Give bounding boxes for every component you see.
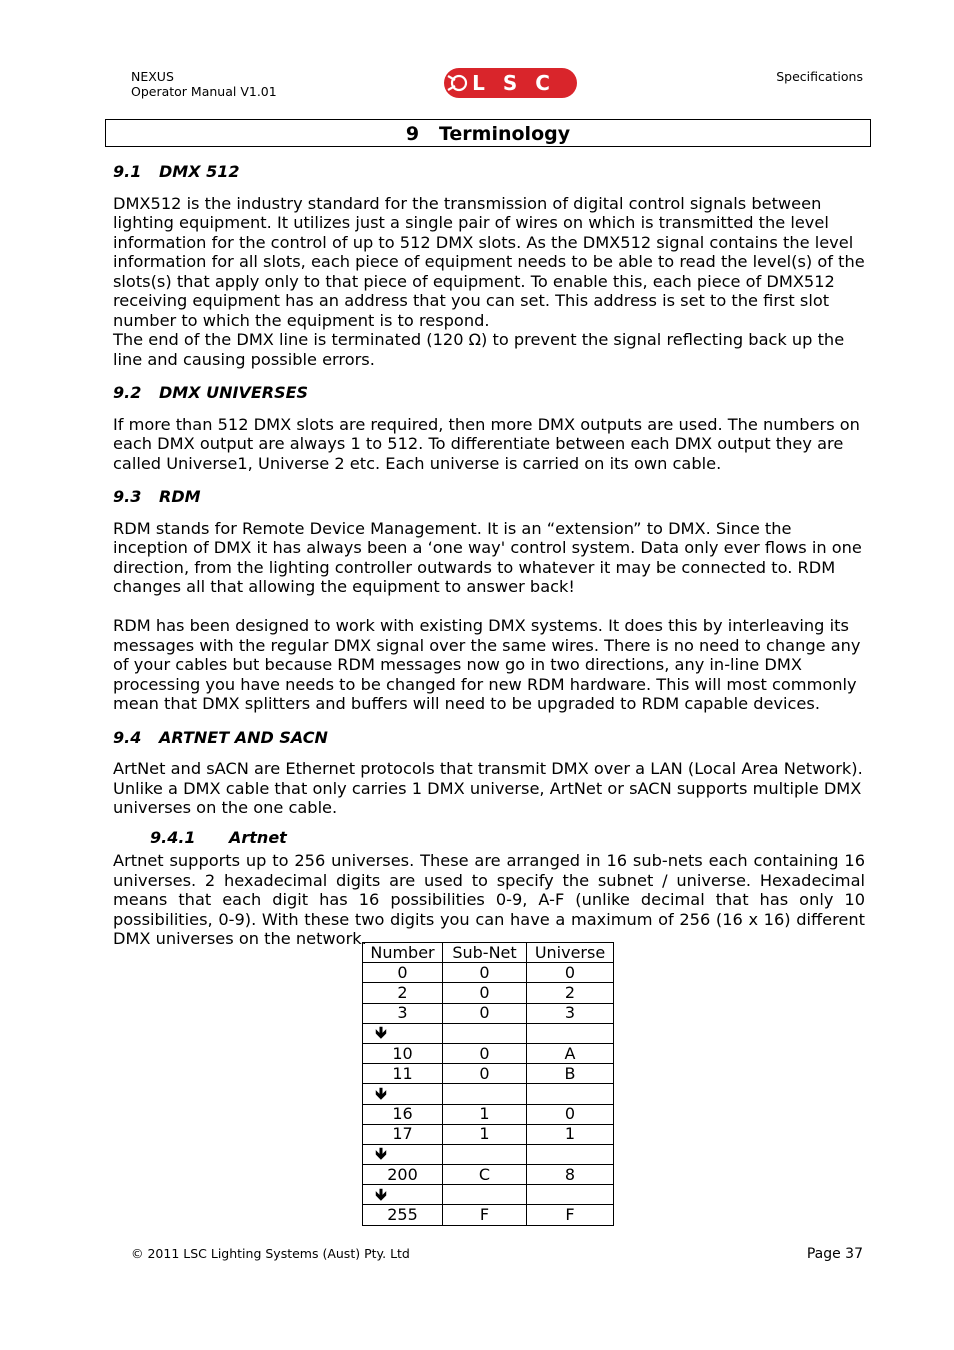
subsection-heading: 9.4.1 Artnet bbox=[150, 827, 287, 847]
table-cell: 0 bbox=[443, 1003, 527, 1023]
table-cell bbox=[443, 1185, 527, 1205]
table-row bbox=[363, 1205, 614, 1225]
table-cell: 1 bbox=[527, 1124, 614, 1144]
table-cell bbox=[363, 1023, 443, 1043]
table-cell: 0 bbox=[443, 963, 527, 983]
table-header-row bbox=[363, 943, 614, 963]
down-arrow-icon: 🡻 bbox=[375, 1023, 387, 1043]
table-cell: 3 bbox=[527, 1003, 614, 1023]
table-cell: 0 bbox=[443, 1043, 527, 1063]
table-cell bbox=[443, 1084, 527, 1104]
table-header-cell: Universe bbox=[527, 943, 614, 963]
table-cell bbox=[443, 1144, 527, 1164]
paragraph: RDM stands for Remote Device Management. It is an “extension” to DMX. Since the inception of DMX it has always been a ‘one way' control system. Data only ever flows in one direction, from the lighting controller outwards to whatever it may be connected to. RDM changes all that allowing the equipment to answer back! bbox=[113, 518, 862, 596]
section-heading: 9.3 RDM bbox=[113, 487, 201, 506]
section-heading: 9.1 DMX 512 bbox=[113, 162, 240, 181]
chapter-title-box bbox=[105, 119, 871, 147]
table-cell: 255 bbox=[363, 1205, 443, 1225]
table-row bbox=[363, 1023, 614, 1043]
table-cell bbox=[363, 1144, 443, 1164]
table-cell: C bbox=[443, 1165, 527, 1185]
table-cell: 16 bbox=[363, 1104, 443, 1124]
table-cell bbox=[527, 1144, 614, 1164]
lsc-logo bbox=[443, 67, 578, 99]
logo-text: LSC bbox=[472, 71, 568, 95]
table-cell bbox=[527, 1084, 614, 1104]
table-cell: 0 bbox=[443, 1064, 527, 1084]
table-cell: 10 bbox=[363, 1043, 443, 1063]
table-cell: A bbox=[527, 1043, 614, 1063]
chapter-title: Terminology bbox=[438, 123, 571, 145]
table-row bbox=[363, 1104, 614, 1124]
table-cell: 2 bbox=[363, 983, 443, 1003]
artnet-table bbox=[362, 942, 614, 1226]
table-cell: 2 bbox=[527, 983, 614, 1003]
page-content bbox=[113, 162, 865, 949]
table-row bbox=[363, 1165, 614, 1185]
table-cell: 1 bbox=[443, 1124, 527, 1144]
table-row bbox=[363, 1185, 614, 1205]
table-row bbox=[363, 1124, 614, 1144]
table-cell: 11 bbox=[363, 1064, 443, 1084]
down-arrow-icon: 🡻 bbox=[375, 1144, 387, 1164]
table-cell bbox=[363, 1084, 443, 1104]
table-row bbox=[363, 1144, 614, 1164]
section-heading: 9.2 DMX UNIVERSES bbox=[113, 383, 309, 402]
table-row bbox=[363, 983, 614, 1003]
paragraph: The end of the DMX line is terminated (120 Ω) to prevent the signal reflecting back up the line and causing possible errors. bbox=[113, 330, 845, 369]
table-row bbox=[363, 1084, 614, 1104]
paragraph: DMX512 is the industry standard for the transmission of digital control signals between lighting equipment. It utilizes just a single pair of wires on which is transmitted the level information for the control of up to 512 DMX slots. As the DMX512 signal contains the level information for all slots, each piece of equipment needs to be able to read the level(s) of the slots(s) that apply only to that piece of equipment. To enable this, each piece of DMX512 receiving equipment has an address that you can set. This address is set to the first slot number to which the equipment is to respond. bbox=[113, 193, 865, 330]
table-row bbox=[363, 1064, 614, 1084]
paragraph: Artnet supports up to 256 universes. These are arranged in 16 sub-nets each containing 16 universes. 2 hexadecimal digits are used to specify the subnet / universe. Hexadecimal means that each digit has 16 possibilities 0-9, A-F (unlike decimal that has only 10 possibilities, 0-9). With these two digits you can have a maximum of 256 (16 x 16) different DMX universes on the network. bbox=[113, 851, 865, 948]
table-cell: F bbox=[527, 1205, 614, 1225]
header-product: NEXUS bbox=[131, 69, 174, 84]
paragraph: RDM has been designed to work with existing DMX systems. It does this by interleaving its messages with the regular DMX signal over the same wires. There is no need to change any of your cables but because RDM messages now go in two directions, any in-line DMX processing you have needs to be changed for new RDM hardware. This will most commonly mean that DMX splitters and buffers will need to be upgraded to RDM capable devices. bbox=[113, 616, 861, 713]
table-cell bbox=[527, 1023, 614, 1043]
table-row bbox=[363, 963, 614, 983]
table-cell: F bbox=[443, 1205, 527, 1225]
table-cell: 3 bbox=[363, 1003, 443, 1023]
table-cell: 0 bbox=[363, 963, 443, 983]
table-row bbox=[363, 1003, 614, 1023]
table-cell: 0 bbox=[443, 983, 527, 1003]
table-cell: 1 bbox=[443, 1104, 527, 1124]
table-cell: B bbox=[527, 1064, 614, 1084]
chapter-number: 9 bbox=[405, 123, 420, 145]
header-left bbox=[131, 69, 277, 99]
table-cell: 17 bbox=[363, 1124, 443, 1144]
table-cell bbox=[527, 1185, 614, 1205]
paragraph: ArtNet and sACN are Ethernet protocols that transmit DMX over a LAN (Local Area Network). Unlike a DMX cable that only carries 1 DMX universe, ArtNet or sACN supports multiple DMX universes on the one cable. bbox=[113, 759, 863, 817]
table-cell: 0 bbox=[527, 963, 614, 983]
table-header-cell: Sub-Net bbox=[443, 943, 527, 963]
footer-copyright: © 2011 LSC Lighting Systems (Aust) Pty. Ltd bbox=[131, 1246, 410, 1261]
footer-page: Page 37 bbox=[806, 1246, 863, 1262]
table-row bbox=[363, 1043, 614, 1063]
table-cell: 8 bbox=[527, 1165, 614, 1185]
header-section: Specifications bbox=[776, 69, 863, 84]
down-arrow-icon: 🡻 bbox=[375, 1184, 387, 1204]
table-cell bbox=[443, 1023, 527, 1043]
section-heading: 9.4 ARTNET AND SACN bbox=[113, 727, 328, 747]
table-cell: 0 bbox=[527, 1104, 614, 1124]
table-cell: 200 bbox=[363, 1165, 443, 1185]
table-cell bbox=[363, 1185, 443, 1205]
table-header-cell: Number bbox=[363, 943, 443, 963]
paragraph: If more than 512 DMX slots are required, then more DMX outputs are used. The numbers on each DMX output are always 1 to 512. To differentiate between each DMX output they are called Universe1, Universe 2 etc. Each universe is carried on its own cable. bbox=[113, 414, 860, 473]
header-manual: Operator Manual V1.01 bbox=[131, 84, 277, 99]
down-arrow-icon: 🡻 bbox=[375, 1083, 387, 1103]
